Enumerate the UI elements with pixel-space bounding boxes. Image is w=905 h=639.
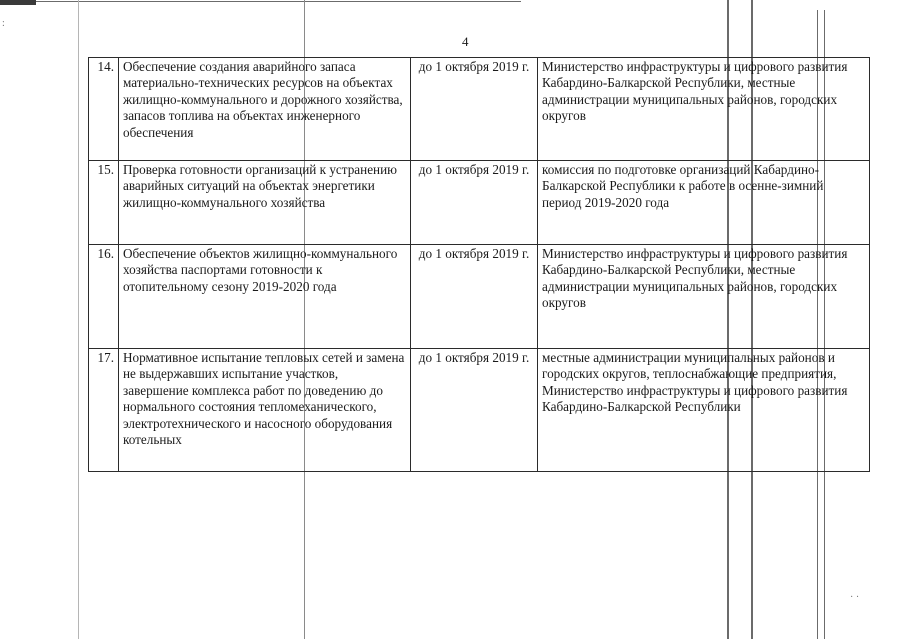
scan-top-edge-line (0, 0, 36, 5)
measure-text: Нормативное испытание тепловых сетей и замена не выдержавших испытание участков, завершение комплекса работ по доведению до нормального состояния тепломеханического, электротехнического и насосного оборудования котельных (119, 349, 411, 472)
responsible-text: местные администрации муниципальных районов и городских округов, теплоснабжающие предприятия, Министерство инфраструктуры и цифрового развития Кабардино-Балкарской Республики (538, 349, 870, 472)
scan-speck-left: : (2, 18, 5, 29)
deadline-text: до 1 октября 2019 г. (411, 58, 538, 161)
row-number: 17. (89, 349, 119, 472)
table-row (89, 161, 870, 245)
measure-text: Проверка готовности организаций к устранению аварийных ситуаций на объектах энергетики жилищно-коммунального хозяйства (119, 161, 411, 245)
measure-text: Обеспечение создания аварийного запаса материально-технических ресурсов на объектах жилищно-коммунального и дорожного хозяйства, запасов топлива на объектах инженерного обеспечения (119, 58, 411, 161)
scan-speck-right: · · (850, 592, 860, 603)
scan-top-rule (36, 1, 521, 2)
responsible-text: комиссия по подготовке организаций Кабардино-Балкарской Республики к работе в осенне-зимний период 2019-2020 года (538, 161, 870, 245)
table-row (89, 58, 870, 161)
responsible-text: Министерство инфраструктуры и цифрового развития Кабардино-Балкарской Республики, местные администрации муниципальных районов, городских округов (538, 245, 870, 349)
deadline-text: до 1 октября 2019 г. (411, 349, 538, 472)
scan-left-fold-line (78, 0, 79, 639)
deadline-text: до 1 октября 2019 г. (411, 161, 538, 245)
row-number: 16. (89, 245, 119, 349)
page-number: 4 (462, 34, 469, 49)
measure-text: Обеспечение объектов жилищно-коммунального хозяйства паспортами готовности к отопительному сезону 2019-2020 года (119, 245, 411, 349)
measures-table (88, 57, 870, 472)
table-row (89, 349, 870, 472)
responsible-text: Министерство инфраструктуры и цифрового развития Кабардино-Балкарской Республики, местные администрации муниципальных районов, городских округов (538, 58, 870, 161)
deadline-text: до 1 октября 2019 г. (411, 245, 538, 349)
row-number: 14. (89, 58, 119, 161)
row-number: 15. (89, 161, 119, 245)
table-row (89, 245, 870, 349)
